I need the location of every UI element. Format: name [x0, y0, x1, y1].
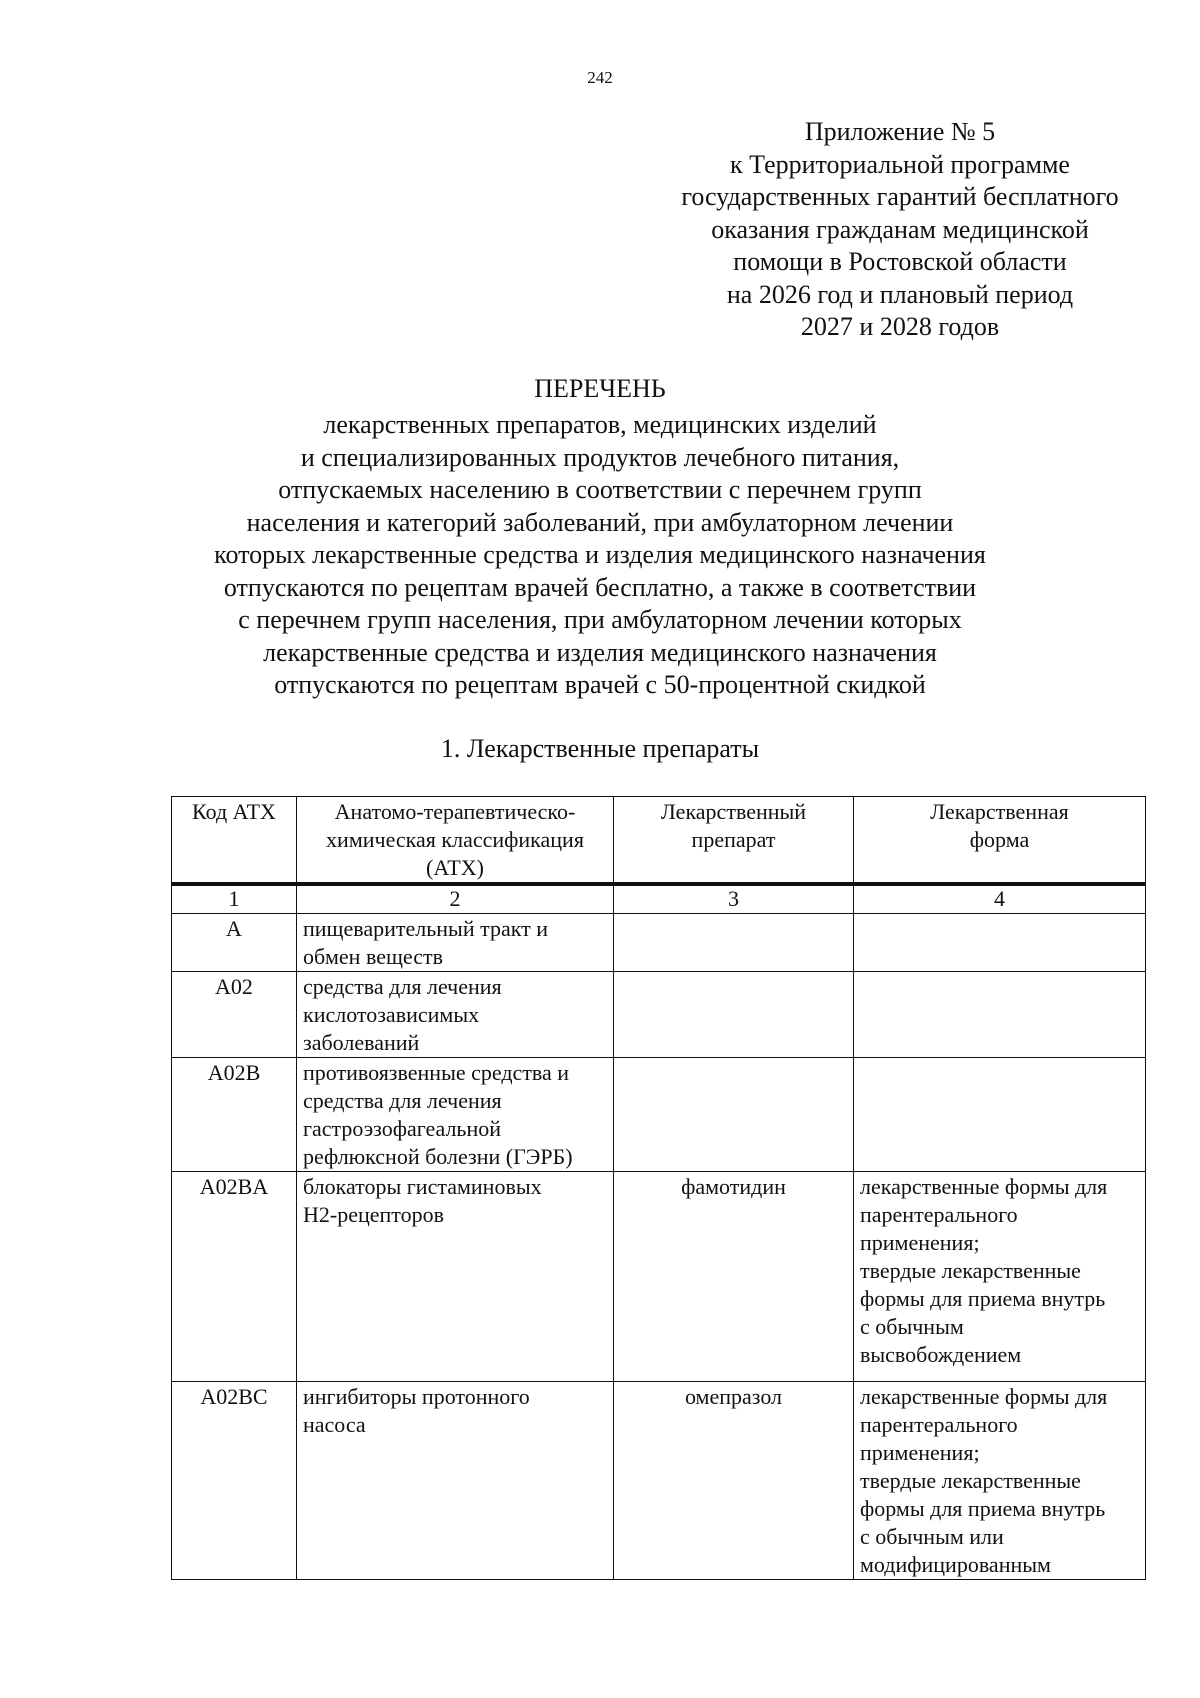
subtitle-line: отпускаемых населению в соответствии с перечнем групп	[278, 475, 922, 504]
column-number: 1	[172, 884, 297, 914]
dosage-form-cell	[854, 1172, 1146, 1382]
dosage-form-cell	[854, 1382, 1146, 1580]
cell-line: средства для лечения	[303, 974, 502, 999]
subtitle-line: с перечнем групп населения, при амбулаторном лечении которых	[238, 605, 962, 634]
header-atc-code	[172, 797, 297, 885]
table-row	[172, 972, 1146, 1058]
cell-line: обмен веществ	[303, 944, 443, 969]
subtitle-line: лекарственные средства и изделия медицинского назначения	[263, 637, 937, 667]
header-line: препарат	[691, 827, 776, 852]
section-title: 1. Лекарственные препараты	[440, 734, 760, 763]
cell-line: высвобождением	[860, 1342, 1022, 1367]
cell-line: ингибиторы протонного	[303, 1384, 530, 1409]
header-line: (АТХ)	[426, 855, 484, 880]
column-number: 3	[614, 884, 854, 914]
subtitle-line: населения и категорий заболеваний, при амбулаторном лечении	[246, 507, 954, 537]
cell-line: применения;	[860, 1440, 980, 1465]
dosage-form-cell	[854, 972, 1146, 1058]
cell-line: парентерального	[860, 1412, 1018, 1437]
header-line: Анатомо-терапевтическо-	[334, 799, 576, 824]
dosage-form-cell	[854, 914, 1146, 972]
header-atc-classification	[297, 797, 614, 885]
header-dosage-form	[854, 797, 1146, 885]
cell-line: рефлюксной болезни (ГЭРБ)	[303, 1144, 573, 1169]
header-drug	[614, 797, 854, 885]
cell-line: с обычным	[860, 1314, 964, 1339]
appendix-line: государственных гарантий бесплатного	[681, 182, 1119, 211]
subtitle-line: отпускаются по рецептам врачей бесплатно, а также в соответствии	[223, 572, 977, 602]
subtitle-line: отпускаются по рецептам врачей с 50-процентной скидкой	[274, 670, 926, 699]
appendix-line: к Территориальной программе	[730, 149, 1070, 179]
cell-line: пищеварительный тракт и	[303, 916, 549, 941]
column-number: 2	[297, 884, 614, 914]
cell-line: насоса	[303, 1412, 366, 1437]
medicines-table	[171, 796, 1146, 1580]
cell-line: формы для приема внутрь	[860, 1496, 1106, 1521]
cell-line: твердые лекарственные	[860, 1468, 1081, 1493]
drug-cell	[614, 1058, 854, 1172]
appendix-line: помощи в Ростовской области	[733, 247, 1067, 276]
cell-line: заболеваний	[303, 1030, 420, 1055]
cell-line: средства для лечения	[303, 1088, 502, 1113]
cell-line: модифицированным	[860, 1552, 1051, 1577]
subtitle-line: которых лекарственные средства и изделия медицинского назначения	[214, 540, 986, 569]
cell-line: лекарственные формы для	[860, 1174, 1108, 1199]
cell-line: применения;	[860, 1230, 980, 1255]
drug-cell: омепразол	[614, 1382, 854, 1580]
classification-cell	[297, 914, 614, 972]
appendix-header	[640, 116, 1160, 344]
column-number-row	[172, 884, 1146, 914]
atc-code-cell: А	[172, 914, 297, 972]
cell-line: гастроэзофагеальной	[303, 1116, 502, 1141]
table-row	[172, 1172, 1146, 1382]
cell-line: с обычным или	[860, 1524, 1004, 1549]
atc-code-cell: A02B	[172, 1058, 297, 1172]
cell-line: лекарственные формы для	[860, 1384, 1108, 1409]
column-number: 4	[854, 884, 1146, 914]
appendix-line: Приложение № 5	[804, 117, 996, 146]
drug-cell: фамотидин	[614, 1172, 854, 1382]
table-header	[172, 797, 1146, 914]
classification-cell	[297, 1058, 614, 1172]
cell-line: блокаторы гистаминовых	[303, 1174, 542, 1199]
atc-code-cell: A02BA	[172, 1172, 297, 1382]
page-number: 242	[587, 68, 613, 87]
cell-line: формы для приема внутрь	[860, 1286, 1106, 1311]
appendix-line: 2027 и 2028 годов	[800, 312, 1000, 341]
subtitle-line: лекарственных препаратов, медицинских изделий	[323, 410, 877, 439]
header-line: форма	[969, 827, 1030, 852]
subtitle-line: и специализированных продуктов лечебного питания,	[300, 442, 900, 472]
header-row	[172, 797, 1146, 885]
classification-cell	[297, 972, 614, 1058]
appendix-line: оказания гражданам медицинской	[711, 214, 1089, 244]
atc-code-cell: A02	[172, 972, 297, 1058]
classification-cell	[297, 1172, 614, 1382]
atc-code-cell: A02BC	[172, 1382, 297, 1580]
header-line: Лекарственная	[930, 799, 1069, 824]
cell-line: парентерального	[860, 1202, 1018, 1227]
table-row	[172, 914, 1146, 972]
cell-line: противоязвенные средства и	[303, 1060, 570, 1085]
appendix-line: на 2026 год и плановый период	[726, 279, 1074, 309]
table-row	[172, 1058, 1146, 1172]
header-line: Лекарственный	[660, 799, 807, 824]
drug-cell	[614, 914, 854, 972]
document-title: ПЕРЕЧЕНЬ	[534, 374, 666, 403]
drug-cell	[614, 972, 854, 1058]
header-line: химическая классификация	[326, 827, 584, 852]
table-row	[172, 1382, 1146, 1580]
document-subtitle	[150, 409, 1050, 702]
cell-line: H2-рецепторов	[303, 1202, 445, 1227]
cell-line: кислотозависимых	[303, 1002, 480, 1027]
classification-cell	[297, 1382, 614, 1580]
dosage-form-cell	[854, 1058, 1146, 1172]
cell-line: твердые лекарственные	[860, 1258, 1081, 1283]
header-line: Код АТХ	[192, 799, 276, 824]
